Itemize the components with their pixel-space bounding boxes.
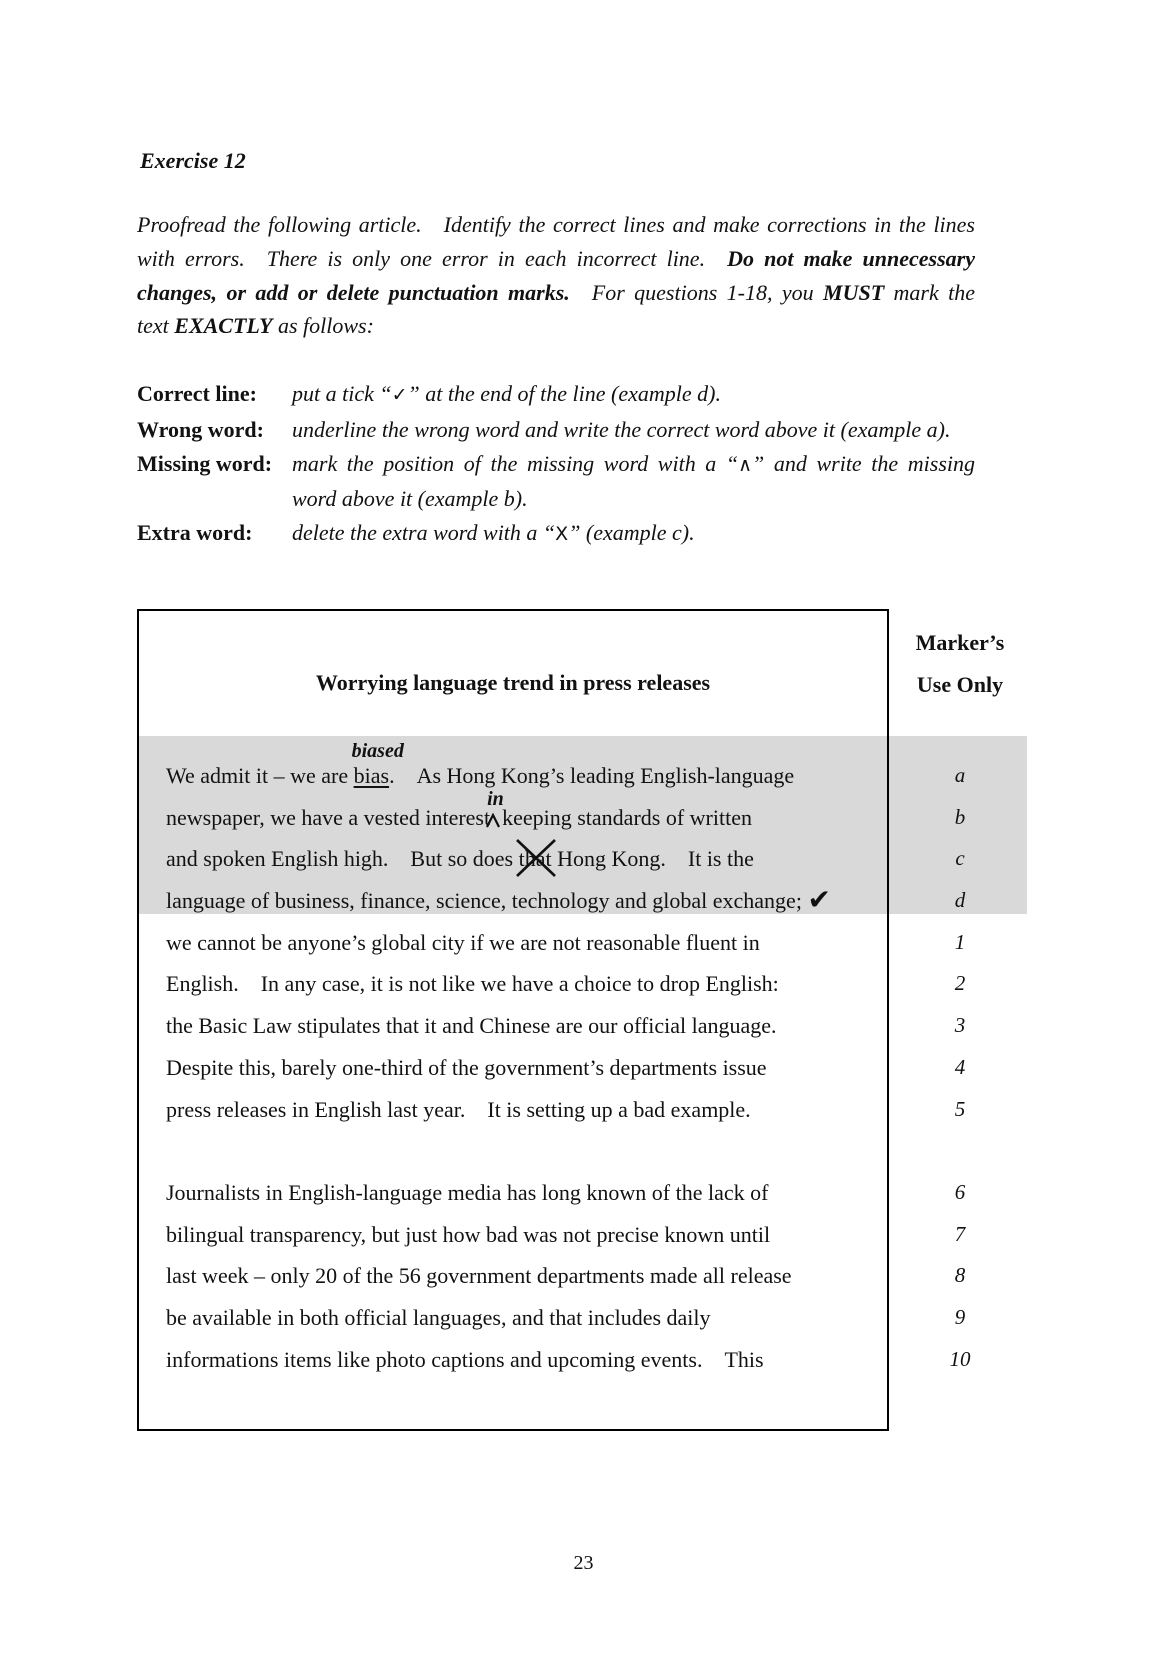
marker-item: 9: [954, 1304, 966, 1329]
text: the Basic Law stipulates that it and Chinese are our official language.: [166, 1013, 777, 1039]
marker-item: 5: [954, 1096, 966, 1121]
marker-item: 8: [954, 1263, 966, 1288]
text: . As Hong Kong’s leading English-language: [389, 763, 795, 788]
intro-line: [137, 208, 975, 242]
article-line: [166, 1130, 876, 1172]
marking-key-line: [292, 413, 975, 447]
intro-paragraph: [137, 208, 975, 343]
marking-key-line: [292, 482, 975, 516]
intro-line: [137, 309, 975, 343]
intro-line: [137, 242, 975, 276]
article-line: [166, 740, 876, 797]
text: Despite this, barely one-third of the government’s departments issue: [166, 1054, 767, 1080]
marking-key: [137, 377, 975, 552]
text: be available in both official languages, and that includes daily: [166, 1304, 711, 1330]
article-line: [166, 1297, 876, 1339]
article-line: [166, 1005, 876, 1047]
text: informations items like photo captions and upcoming events. This: [166, 1346, 764, 1372]
tick-icon: ✔: [807, 883, 831, 917]
marker-header-line1: Marker’s: [915, 630, 1005, 655]
text: press releases in English last year. It is setting up a bad example.: [166, 1096, 751, 1122]
symbol-glyph: ✓: [391, 384, 408, 406]
marker-use-only-header: [889, 622, 1031, 705]
article-line: [166, 1089, 876, 1131]
text: ” (example c).: [568, 520, 695, 546]
deleted-word: that: [519, 846, 552, 871]
marker-item: 1: [954, 929, 966, 954]
marker-item: 7: [954, 1221, 966, 1246]
text: ” and write the missing: [752, 450, 975, 476]
page-number: 23: [573, 1552, 594, 1574]
marking-key-label: Correct line:: [137, 381, 257, 406]
marker-header-line2: Use Only: [916, 671, 1004, 697]
article-title: Worrying language trend in press releases: [315, 670, 711, 695]
text: underline the wrong word and write the correct word above it (example a).: [292, 416, 951, 442]
marker-item: c: [955, 846, 965, 871]
marking-key-row: [137, 447, 975, 517]
wrong-word-underlined: bias biased: [351, 740, 404, 788]
text: last week – only 20 of the 56 government departments made all release: [166, 1263, 792, 1289]
text: bilingual transparency, but just how bad was not precise known until: [166, 1221, 771, 1247]
correction-word-above: in: [487, 787, 504, 810]
caret-icon: [485, 813, 501, 828]
marker-item: 4: [954, 1054, 966, 1079]
article-line: [166, 838, 876, 880]
text: Hong Kong. It is the: [551, 846, 754, 872]
bold-text: Do not make unnecessary: [727, 245, 975, 271]
marking-key-description: [292, 447, 975, 517]
article-line: [166, 880, 876, 922]
article-line: [166, 922, 876, 964]
marking-key-row: [137, 413, 975, 447]
text: We admit it – we are: [166, 763, 354, 788]
marking-key-label: Extra word:: [137, 520, 253, 546]
text: keeping standards of written: [502, 804, 752, 830]
symbol-glyph: ∧: [738, 453, 753, 476]
intro-line: [137, 276, 975, 310]
marking-key-label: Missing word:: [137, 450, 273, 476]
text: ” at the end of the line (example d).: [407, 381, 721, 406]
text: with errors. There is only one error in each incorrect line.: [137, 245, 728, 271]
article-line: [166, 1255, 876, 1297]
article-line: [166, 1172, 876, 1214]
marking-key-line: [292, 516, 975, 552]
text: as follows:: [272, 313, 374, 339]
article-line: [166, 963, 876, 1005]
text: we cannot be anyone’s global city if we are not reasonable fluent in: [166, 929, 760, 955]
marker-item: 6: [954, 1179, 966, 1204]
marking-key-description: [292, 516, 975, 552]
marking-key-line: [292, 447, 975, 483]
exercise-title: Exercise 12: [140, 148, 246, 173]
text: Proofread the following article. Identify the correct lines and make corrections in the lines: [137, 212, 975, 237]
text: text: [137, 313, 175, 339]
article-line: [166, 787, 876, 839]
text: English. In any case, it is not like we have a choice to drop English:: [166, 971, 779, 997]
marker-item: 3: [954, 1013, 966, 1038]
article-text: [166, 740, 876, 1380]
text: put a tick “: [292, 381, 392, 406]
marker-item: 2: [954, 971, 966, 996]
x-mark-icon: [514, 838, 558, 878]
correction-word-above: biased: [351, 740, 404, 762]
text: newspaper, we have a vested interest: [166, 804, 491, 830]
bold-text: MUST: [823, 279, 885, 305]
marker-item-blank: [889, 1130, 1031, 1172]
bold-text: changes, or add or delete punctuation marks.: [137, 279, 570, 305]
marker-column: [889, 755, 1031, 1380]
text: delete the extra word with a “: [292, 520, 556, 546]
marker-item: 10: [949, 1346, 971, 1371]
marker-item: d: [954, 888, 966, 913]
article-line: [166, 1047, 876, 1089]
symbol-glyph: X: [555, 523, 569, 546]
marking-key-line: [292, 377, 975, 413]
marking-key-description: [292, 413, 975, 447]
marking-key-label: Wrong word:: [137, 416, 264, 442]
text: and spoken English high. But so does: [166, 846, 519, 872]
article-line: [166, 1339, 876, 1381]
text: mark the: [884, 279, 975, 305]
marker-item: a: [954, 763, 966, 787]
marking-key-description: [292, 377, 975, 413]
text: word above it (example b).: [292, 486, 528, 512]
text: language of business, finance, science, technology and global exchange;: [166, 888, 808, 914]
text: mark the position of the missing word with a “: [292, 450, 739, 476]
article-line: [166, 1214, 876, 1256]
bold-text: EXACTLY: [174, 313, 273, 339]
text: Journalists in English-language media has long known of the lack of: [166, 1179, 769, 1205]
marker-item: b: [954, 804, 966, 829]
text: For questions 1-18, you: [569, 279, 824, 305]
marking-key-row: [137, 516, 975, 552]
marking-key-row: [137, 377, 975, 413]
